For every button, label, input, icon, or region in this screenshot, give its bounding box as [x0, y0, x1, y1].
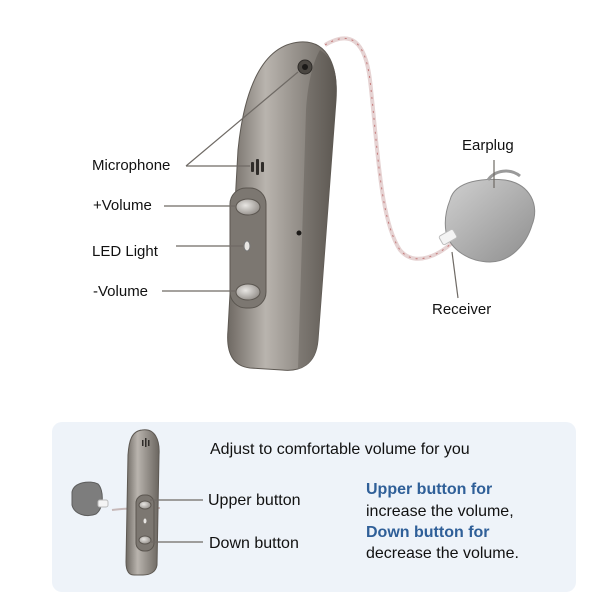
down-button-label: Down button [209, 535, 299, 552]
volume-down-button[interactable] [236, 284, 260, 300]
led-light-label: LED Light [92, 243, 158, 260]
volume-down-label: -Volume [93, 283, 149, 300]
panel-heading: Adjust to comfortable volume for you [210, 441, 470, 458]
instruction-line-3: Down button for [366, 524, 490, 541]
instruction-line-1: Upper button for [366, 481, 493, 498]
upper-button-label: Upper button [208, 492, 301, 509]
instruction-line-4: decrease the volume. [366, 545, 519, 562]
receiver-label: Receiver [432, 301, 492, 318]
volume-up-button[interactable] [236, 199, 260, 215]
led-light [244, 241, 250, 251]
earplug [439, 171, 535, 262]
hearing-aid-device [228, 42, 337, 370]
microphone-label: Microphone [92, 157, 171, 174]
earplug-label: Earplug [462, 137, 514, 154]
instruction-line-2: increase the volume, [366, 503, 514, 520]
volume-up-label: +Volume [93, 197, 152, 214]
receiver-wire [325, 38, 455, 258]
